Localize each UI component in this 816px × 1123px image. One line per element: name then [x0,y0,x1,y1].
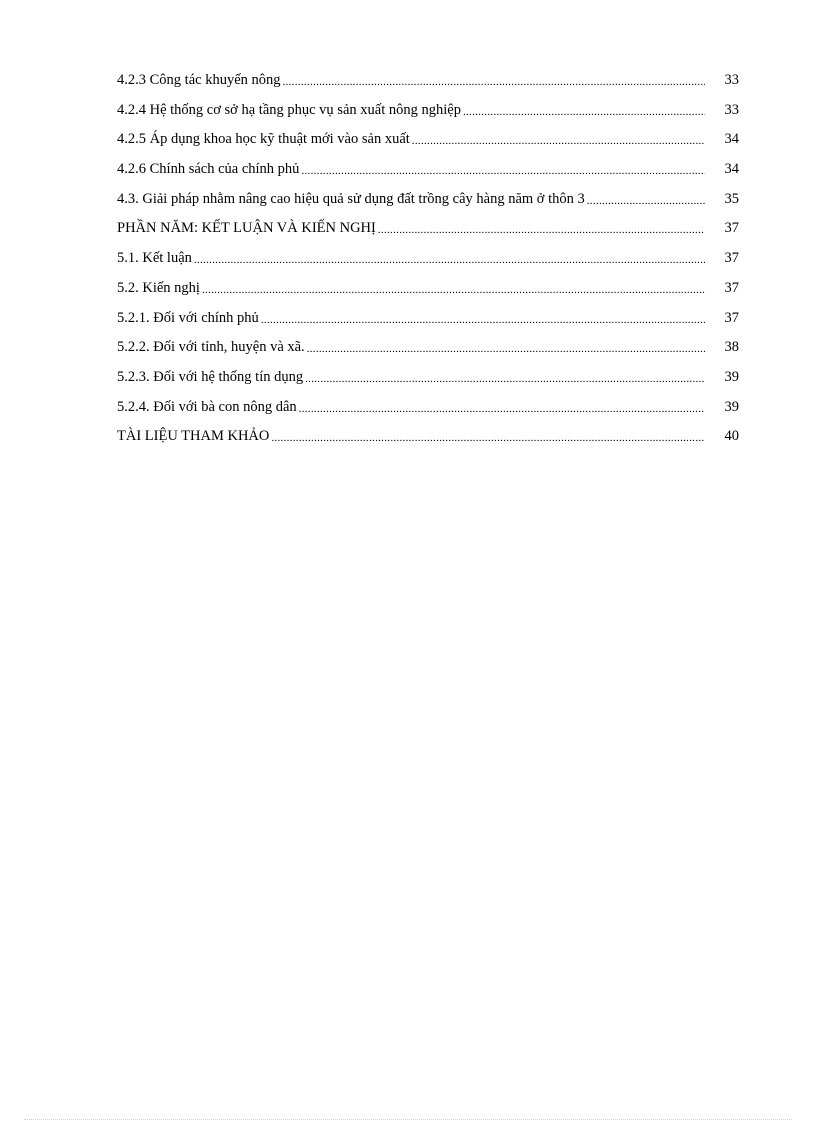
toc-page-number: 34 [724,131,739,148]
toc-entry[interactable] [117,310,739,340]
toc-entry[interactable] [117,339,739,369]
toc-page-number: 37 [724,309,739,326]
page-bottom-border [24,1119,792,1120]
toc-entry[interactable] [117,280,739,310]
toc-page-number: 33 [724,72,739,88]
toc-entry-title: 5.2.4. Đối với bà con nông dân [117,398,297,415]
toc-dot-leader [271,432,705,446]
toc-entry[interactable] [117,102,739,132]
toc-dot-leader [307,343,705,357]
toc-entry[interactable] [117,369,739,399]
toc-entry[interactable] [117,161,739,191]
toc-dot-leader [261,314,705,328]
table-of-contents [117,72,739,458]
toc-page-number: 35 [724,190,739,207]
toc-entry-title: 4.2.5 Áp dụng khoa học kỹ thuật mới vào sản xuất [117,131,410,148]
toc-entry-title: 5.2.2. Đối với tỉnh, huyện và xã. [117,339,305,356]
toc-entry-title: 4.2.4 Hệ thống cơ sở hạ tầng phục vụ sản xuất nông nghiệp [117,101,461,118]
toc-entry-title: PHẦN NĂM: KẾT LUẬN VÀ KIẾN NGHỊ [117,220,376,237]
toc-dot-leader [412,135,705,149]
toc-page-number: 39 [724,368,739,385]
toc-entry-title: 5.1. Kết luận [117,250,192,267]
toc-page-number: 37 [724,279,739,296]
toc-dot-leader [194,254,705,268]
toc-page-number: 38 [724,339,739,356]
toc-page-number: 33 [724,101,739,118]
toc-entry-title: 4.2.3 Công tác khuyến nông [117,72,281,88]
toc-dot-leader [305,373,705,387]
toc-entry-title: 5.2.1. Đối với chính phủ [117,309,259,326]
toc-entry[interactable] [117,250,739,280]
toc-page-number: 34 [724,161,739,178]
toc-dot-leader [378,224,705,238]
toc-entry-title: 4.3. Giải pháp nhằm nâng cao hiệu quả sử dụng đất trồng cây hàng năm ở thôn 3 [117,190,585,207]
toc-dot-leader [463,106,705,120]
toc-page-number: 37 [724,220,739,237]
toc-entry-title: 5.2. Kiến nghị [117,279,200,296]
toc-entry[interactable] [117,191,739,221]
toc-entry[interactable] [117,399,739,429]
toc-dot-leader [301,165,705,179]
toc-entry[interactable] [117,72,739,102]
toc-dot-leader [283,76,705,90]
toc-entry[interactable] [117,220,739,250]
toc-entry[interactable] [117,428,739,458]
toc-page-number: 40 [724,428,739,445]
toc-dot-leader [202,284,705,298]
toc-entry-title: 5.2.3. Đối với hệ thống tín dụng [117,368,304,385]
toc-entry[interactable] [117,131,739,161]
toc-entry-title: 4.2.6 Chính sách của chính phủ [117,161,300,178]
toc-entry-title: TÀI LIỆU THAM KHẢO [117,428,270,445]
toc-page-number: 37 [724,250,739,267]
toc-dot-leader [587,195,705,209]
toc-page-number: 39 [724,398,739,415]
toc-dot-leader [299,403,705,417]
